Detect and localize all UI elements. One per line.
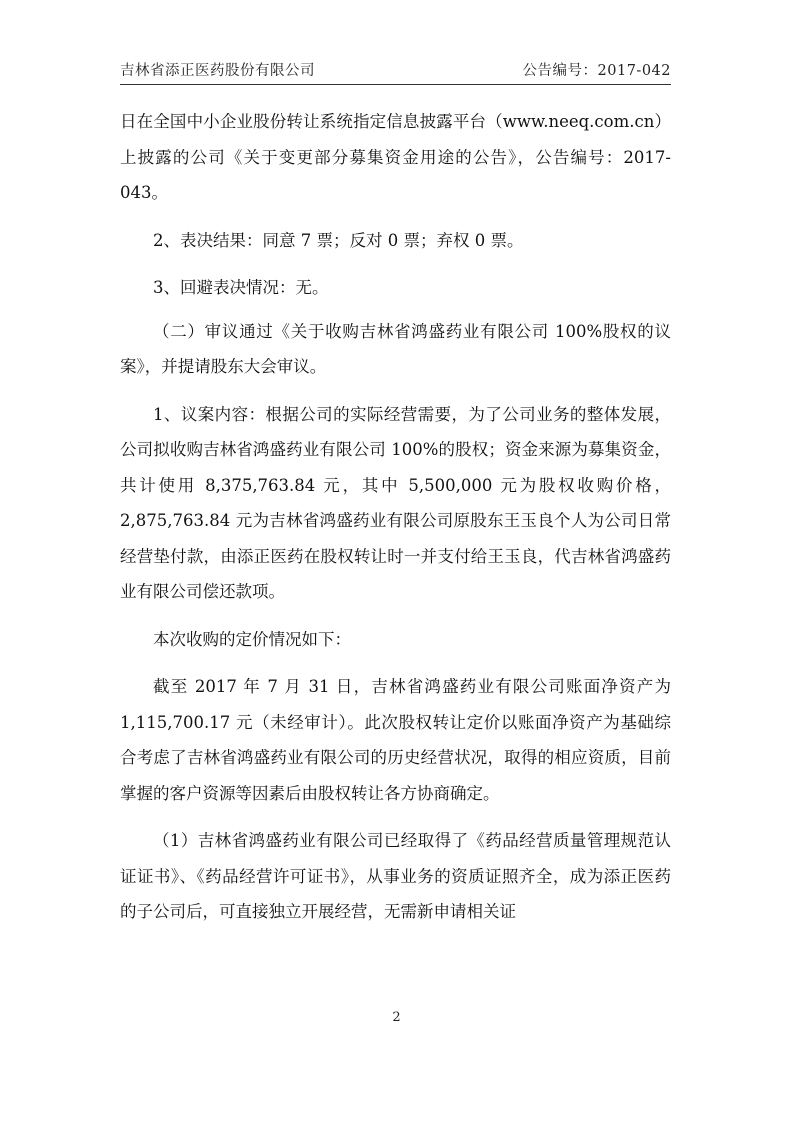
paragraph-resolution-two: （二）审议通过《关于收购吉林省鸿盛药业有限公司 100%股权的议案》，并提请股东大会审议。 (120, 321, 671, 376)
paragraph-recusal: 3、回避表决情况：无。 (153, 278, 329, 297)
page-number: 2 (392, 1010, 401, 1025)
paragraph-disclosure-continued: 日在全国中小企业股份转让系统指定信息披露平台（www.neeq.com.cn）上披露的公司《关于变更部分募集资金用途的公告》，公告编号：2017-043。 (120, 112, 671, 202)
header-divider (120, 84, 671, 85)
paragraph-qualifications: （1）吉林省鸿盛药业有限公司已经取得了《药品经营质量管理规范认证证书》、《药品经营许可证书》，从事业务的资质证照齐全，成为添正医药的子公司后，可直接独立开展经营，无需新申请相关证 (120, 831, 671, 921)
paragraph-proposal-content: 1、议案内容：根据公司的实际经营需要，为了公司业务的整体发展，公司拟收购吉林省鸿盛药业有限公司 100%的股权；资金来源为募集资金，共计使用 8,375,763.84 元，其中 5,500,000 元为股权收购价格，2,875,763.84 元为吉林省鸿盛药业有限公司原股东王玉良个人为公司日常经营垫付款，由添正医药在股权转让时一并支付给王玉良，代吉林省鸿盛药业有限公司偿还款项。 (120, 404, 671, 601)
header-announcement-number: 公告编号：2017-042 (522, 63, 671, 79)
paragraph-vote-result: 2、表决结果：同意 7 票；反对 0 票；弃权 0 票。 (153, 230, 524, 250)
header-company-name: 吉林省添正医药股份有限公司 (120, 63, 315, 79)
page-header (120, 58, 671, 80)
paragraph-net-assets: 截至 2017 年 7 月 31 日，吉林省鸿盛药业有限公司账面净资产为 1,115,700.17 元（未经审计）。此次股权转让定价以账面净资产为基础综合考虑了吉林省鸿盛药业有限公司的历史经营状况，取得的相应资质，目前掌握的客户资源等因素后由股权转让各方协商确定。 (120, 677, 671, 803)
document-body (120, 104, 671, 930)
paragraph-pricing-intro: 本次收购的定价情况如下： (153, 629, 351, 649)
